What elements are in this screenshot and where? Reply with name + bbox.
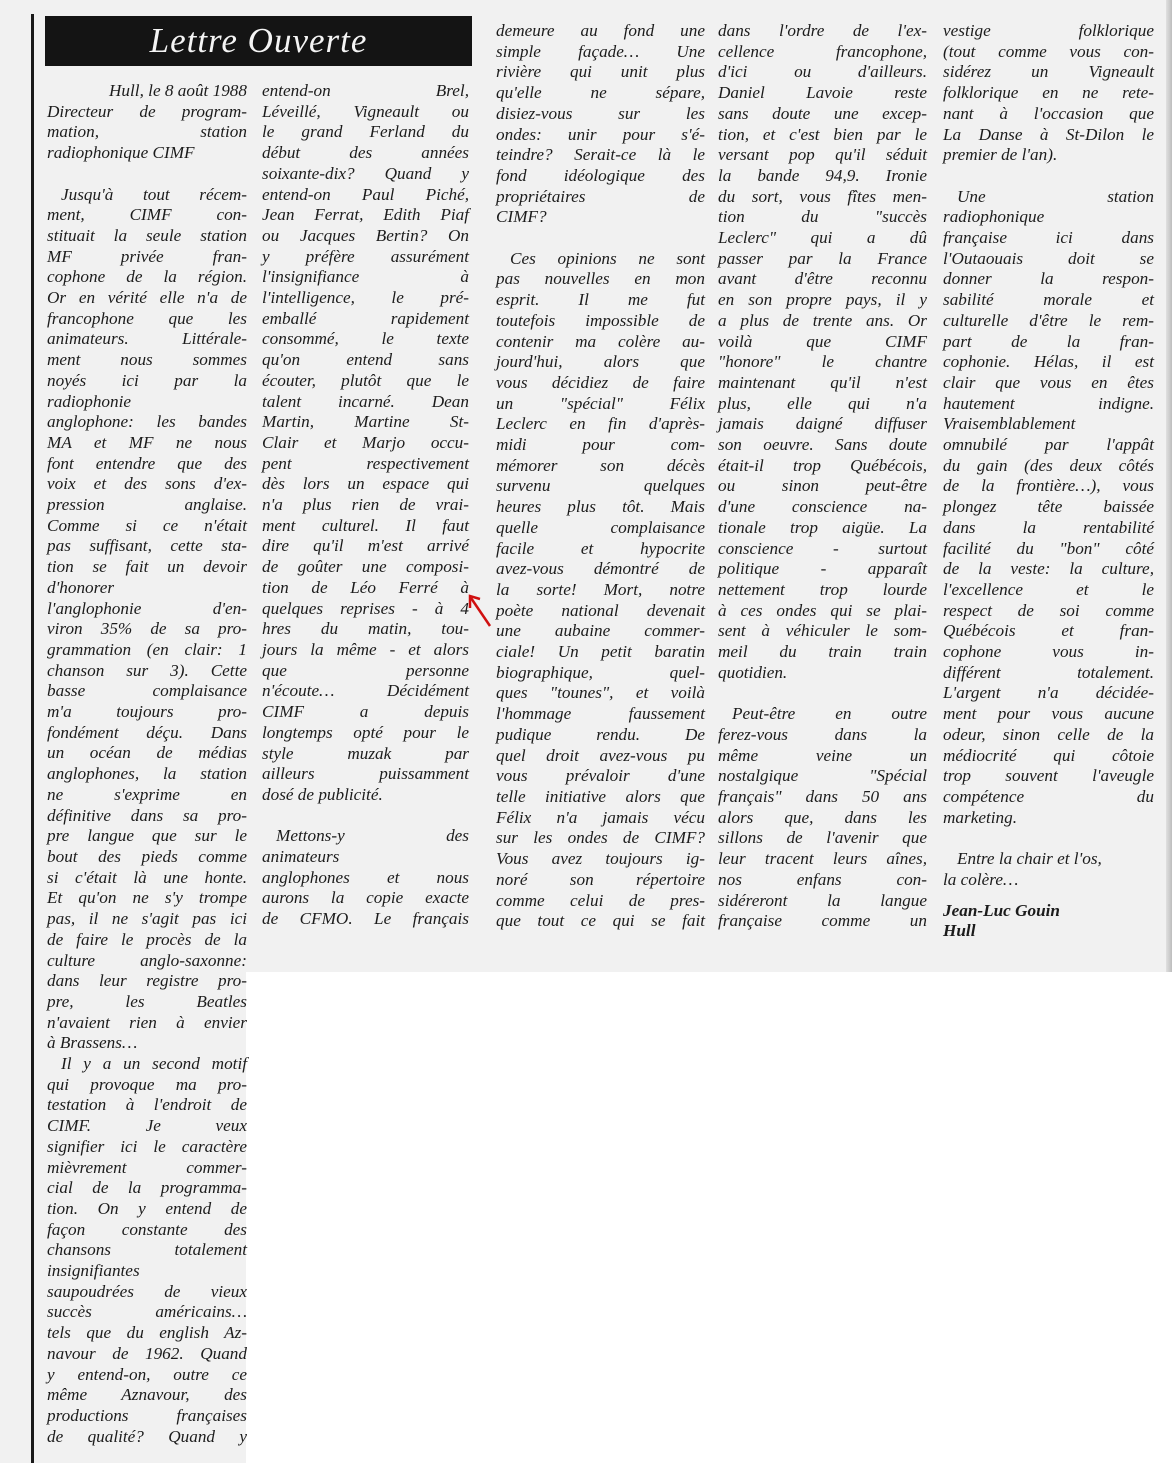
text-line: Vraisemblablement	[943, 414, 1076, 434]
text-line: la sorte! Mort, notre	[496, 579, 705, 599]
text-line: sillons de l'avenir que	[718, 828, 927, 848]
text-line: testation à l'endroit de	[47, 1095, 247, 1115]
text-line: demeure au fond une	[496, 21, 705, 40]
text-line: la bande 94,9. Ironie	[718, 165, 927, 185]
text-line: y préfère assurément	[262, 246, 469, 266]
text-line: un océan de médias	[47, 743, 247, 763]
text-line: Daniel Lavoie reste	[718, 83, 927, 103]
text-line: à ces ondes qui se plai-	[718, 600, 927, 620]
text-line: jourd'hui, alors que	[496, 352, 705, 372]
text-line: anglophones et nous	[262, 867, 469, 887]
text-line: de goûter une composi-	[262, 557, 469, 577]
text-line: si c'était là une honte.	[47, 867, 247, 887]
text-line: Et qu'on ne s'y trompe	[47, 888, 247, 908]
text-line: stituait la seule station	[47, 225, 247, 245]
text-line: maintenant qu'il n'est	[718, 372, 927, 392]
text-line: dès lors un espace qui	[262, 474, 469, 494]
text-line: francophone que les	[47, 308, 247, 328]
text-line: hautement indigne.	[943, 393, 1154, 413]
text-line: Léveillé, Vigneault ou	[262, 101, 469, 121]
text-line: pre langue que sur le	[47, 826, 247, 846]
text-line: Entre la chair et l'os,	[957, 849, 1102, 869]
text-line: voilà que CIMF	[718, 331, 927, 351]
text-line: comme celui de pres-	[496, 890, 705, 910]
text-line: navour de 1962. Quand	[47, 1343, 247, 1363]
text-line: Clair et Marjo occu-	[262, 432, 469, 452]
text-line: dans l'ordre de l'ex-	[718, 21, 927, 40]
article-title-banner	[45, 16, 472, 66]
text-line: noré son répertoire	[496, 869, 705, 889]
text-line: Leclerc" qui a dû	[718, 228, 927, 248]
text-line: productions françaises	[47, 1405, 247, 1425]
text-line: vestige folklorique	[943, 21, 1154, 40]
text-line: sabilité morale et	[943, 290, 1154, 310]
text-line: pudique rendu. De	[496, 724, 705, 744]
text-line: CIMF?	[496, 207, 547, 227]
text-line: du gain (des deux côtés	[943, 455, 1154, 475]
text-line: que tout ce qui se fait	[496, 911, 705, 931]
text-line: longtemps opté pour le	[262, 722, 469, 742]
text-line: midi pour com-	[496, 435, 705, 455]
text-line: sent à véhiculer le som-	[718, 621, 927, 641]
text-line: odeur, sinon celle de la	[943, 724, 1154, 744]
text-line: française comme un	[718, 911, 927, 931]
text-line: dans leur registre pro-	[47, 971, 247, 991]
text-line: avez-vous démontré de	[496, 559, 705, 579]
text-line: façon constante des	[47, 1219, 247, 1239]
text-line: donner la respon-	[943, 269, 1154, 289]
text-line: noyés ici par la	[47, 370, 247, 390]
text-line: sur les ondes de CIMF?	[496, 828, 705, 848]
text-line: l'Outaouais doit se	[943, 248, 1154, 268]
text-line: qu'on entend sans	[262, 350, 469, 370]
text-line: versant pop qu'il séduit	[718, 145, 927, 165]
text-line: simple façade… Une	[496, 41, 705, 61]
arrow-shaft	[471, 598, 490, 626]
text-line: sidéreront la langue	[718, 890, 927, 910]
text-line: radiophonie	[47, 391, 132, 411]
text-line: qu'elle ne sépare,	[496, 83, 705, 103]
text-line: sidérez un Vigneault	[943, 62, 1154, 82]
text-line: Québécois et fran-	[943, 621, 1154, 641]
text-line: bout des pieds comme	[47, 847, 247, 866]
text-line: part de la fran-	[943, 331, 1154, 351]
text-line: Or en vérité elle n'a de	[47, 288, 247, 308]
text-line: de la veste: la culture,	[943, 559, 1154, 579]
text-line: nos enfans con-	[718, 869, 927, 889]
text-line: CIMF. Je veux	[47, 1116, 247, 1136]
text-line: premier de l'an).	[943, 145, 1058, 165]
text-line: y entend-on, outre ce	[47, 1364, 247, 1384]
text-line: politique - apparaît	[718, 559, 927, 579]
text-line: l'anglophonie d'en-	[47, 598, 247, 618]
signature-name: Jean-Luc Gouin	[943, 900, 1060, 920]
text-line: nant à l'occasion que	[943, 103, 1154, 123]
text-line: culture anglo-saxonne:	[47, 950, 247, 970]
text-line: cophone vous in-	[943, 642, 1154, 662]
text-line: chansons totalement	[47, 1240, 247, 1260]
text-line: tion se fait un devoir	[47, 557, 247, 577]
text-line: médiocrité qui côtoie	[943, 745, 1154, 765]
signature-place: Hull	[943, 921, 976, 941]
text-line: ciale! Un petit baratin	[496, 642, 705, 662]
text-line: quelle complaisance	[496, 517, 705, 537]
column-3-paragraph-2	[496, 249, 705, 932]
text-line: français" dans 50 ans	[718, 787, 927, 806]
text-line: pent respectivement	[262, 453, 469, 473]
text-line: fondément déçu. Dans	[47, 722, 247, 742]
text-line: cial de la programma-	[47, 1178, 247, 1198]
text-line: m'a toujours pro-	[47, 702, 247, 722]
column-3-body	[496, 21, 705, 228]
text-line: propriétaires de	[496, 186, 705, 206]
text-line: mémorer son décès	[496, 455, 705, 475]
text-line: une aubaine commer-	[496, 621, 705, 641]
text-line: grammation (en clair: 1	[47, 639, 247, 659]
text-line: radiophonique	[943, 207, 1045, 227]
text-line: tionale trop aigüe. La	[718, 517, 927, 537]
text-line: conscience - surtout	[718, 538, 927, 558]
text-line: aurons la copie exacte	[262, 888, 469, 908]
text-line: trop souvent l'aveugle	[943, 766, 1154, 786]
article-column-1	[47, 81, 247, 1447]
text-line: (tout comme vous con-	[943, 41, 1154, 61]
text-line: CIMF a depuis	[262, 702, 469, 722]
text-line: ment culturel. Il faut	[262, 515, 469, 535]
text-line: "honore" le chantre	[718, 352, 927, 372]
text-line: alors que, dans les	[718, 807, 927, 827]
text-line: Jean Ferrat, Edith Piaf	[262, 205, 469, 225]
text-line: saupoudrées de vieux	[47, 1281, 247, 1301]
text-line: ou Jacques Bertin? On	[262, 225, 469, 245]
text-line: jamais daigné diffuser	[718, 414, 927, 434]
text-line: quel droit avez-vous pu	[496, 745, 705, 765]
text-line: ou sinon peut-être	[718, 476, 927, 496]
text-line: entend-on Brel,	[262, 81, 469, 100]
text-line: font entendre que des	[47, 453, 247, 473]
text-line: succès américains…	[47, 1302, 247, 1322]
text-line: l'excellence et le	[943, 579, 1154, 599]
text-line: différent totalement.	[943, 662, 1154, 682]
text-line: de faire le procès de la	[47, 929, 247, 949]
closing-line	[943, 849, 1154, 890]
text-line: passer par la France	[718, 248, 927, 268]
text-line: plongez tête baissée	[943, 497, 1154, 517]
text-line: ne s'exprime en	[47, 784, 247, 804]
text-line: heures plus tôt. Mais	[496, 497, 705, 517]
text-line: Martin, Martine St-	[262, 412, 469, 432]
text-line: l'insignifiance à	[262, 267, 469, 287]
text-line: tion du "succès	[718, 207, 927, 227]
text-line: signifier ici le caractère	[47, 1136, 247, 1156]
text-line: cophone de la région.	[47, 267, 247, 287]
text-line: son oeuvre. Sans doute	[718, 435, 927, 455]
article-column-5	[943, 21, 1154, 942]
text-line: d'ici ou d'ailleurs.	[718, 62, 927, 82]
text-line: dans la rentabilité	[943, 517, 1154, 537]
scan-edge-shadow	[1166, 0, 1172, 972]
text-line: culturelle d'être le rem-	[943, 310, 1154, 330]
text-line: insignifiantes	[47, 1261, 140, 1281]
text-line: basse complaisance	[47, 681, 247, 701]
text-line: sans doute une excep-	[718, 103, 927, 123]
text-line: de la frontière…), vous	[943, 476, 1154, 496]
text-line: d'une conscience na-	[718, 497, 927, 517]
column-4-paragraph-2	[718, 704, 927, 932]
text-line: Mettons-y des	[276, 826, 469, 846]
text-line: pas, il ne s'agit pas ici	[47, 909, 247, 929]
dateline: Hull, le 8 août 1988	[109, 81, 247, 100]
text-line: anglophone: les bandes	[47, 412, 247, 432]
text-line: dosé de publicité.	[262, 784, 383, 804]
text-line: toutefois impossible de	[496, 310, 705, 330]
article-title: Lettre Ouverte	[149, 21, 368, 60]
column-4-body	[718, 21, 927, 684]
text-line: survenu quelques	[496, 476, 705, 496]
text-line: anglophones, la station	[47, 764, 247, 784]
text-line: le grand Ferland du	[262, 122, 469, 142]
addressee-line: Directeur de program-	[47, 101, 247, 121]
text-line: contenir ma colère au-	[496, 331, 705, 351]
text-line: de qualité? Quand y	[47, 1426, 247, 1446]
text-line: disiez-vous sur les	[496, 103, 705, 123]
text-line: vous prévaloir d'une	[496, 766, 705, 786]
text-line: début des années	[262, 143, 469, 163]
text-line: jours la même - et alors	[262, 639, 469, 659]
text-line: cophonie. Hélas, il est	[943, 352, 1154, 372]
text-line: était-il trop Québécois,	[718, 455, 927, 475]
text-line: teindre? Serait-ce là le	[496, 145, 705, 165]
text-line: ques "tounes", et voilà	[496, 683, 705, 703]
text-line: l'intelligence, le pré-	[262, 288, 469, 308]
text-line: dire qu'il m'est arrivé	[262, 536, 469, 556]
text-line: mièvrement commer-	[47, 1157, 247, 1177]
text-line: poète national devenait	[496, 600, 705, 620]
article-column-3	[496, 21, 705, 932]
text-line: fond idéologique des	[496, 165, 705, 185]
text-line: ailleurs puissamment	[262, 764, 469, 784]
text-line: ment nous sommes	[47, 350, 247, 370]
annotation-arrow-icon	[466, 592, 492, 628]
text-line: Ces opinions ne sont	[510, 248, 705, 268]
text-line: clair que vous en êtes	[943, 372, 1154, 392]
text-line: biographique, quel-	[496, 662, 705, 682]
text-line: écouter, plutôt que le	[262, 370, 469, 390]
text-line: respect de soi comme	[943, 600, 1154, 620]
left-column-rule	[31, 14, 34, 1463]
text-line: leur tracent leurs aînes,	[718, 849, 927, 869]
text-line: pas suffisant, cette sta-	[47, 536, 247, 556]
text-line: a plus de trente ans. Or	[718, 310, 927, 330]
text-line: Peut-être en outre	[732, 704, 927, 724]
text-line: folklorique en ne rete-	[943, 83, 1154, 103]
text-line: n'a plus rien de vrai-	[262, 495, 469, 515]
addressee-line: mation, station	[47, 122, 247, 142]
column-5-paragraph-2	[943, 187, 1154, 829]
text-line: même Aznavour, des	[47, 1385, 247, 1405]
text-line: Une station	[957, 186, 1154, 206]
text-line: l'hommage faussement	[496, 704, 705, 724]
text-line: un "spécial" Félix	[496, 393, 705, 413]
column-5-body	[943, 21, 1154, 166]
column-2-paragraph-2	[262, 826, 469, 930]
column-2-body	[262, 81, 469, 806]
text-line: qui provoque ma pro-	[47, 1074, 247, 1094]
text-line: ondes: unir pour s'é-	[496, 124, 705, 144]
text-line: Jusqu'à tout récem-	[61, 184, 247, 204]
text-line: Leclerc en fin d'après-	[496, 414, 705, 434]
text-line: L'argent n'a décidée-	[943, 683, 1154, 703]
text-line: tels que du english Az-	[47, 1323, 247, 1343]
text-line: ferez-vous dans la	[718, 724, 927, 744]
text-line: telle initiative alors que	[496, 787, 705, 806]
text-line: hres du matin, tou-	[262, 619, 469, 639]
text-line: d'honorer	[47, 577, 115, 597]
text-line: avant d'être reconnu	[718, 269, 927, 289]
text-line: talent incarné. Dean	[262, 391, 469, 411]
text-line: esprit. Il me fut	[496, 290, 705, 310]
text-line: omnubilé par l'appât	[943, 435, 1154, 455]
text-line: tion de Léo Ferré à	[262, 577, 469, 597]
text-line: compétence du	[943, 787, 1154, 806]
text-line: meil du train train	[718, 642, 927, 662]
text-line: viron 35% de sa pro-	[47, 619, 247, 639]
text-line: La Danse à St-Dilon le	[943, 124, 1154, 144]
text-line: nostalgique "Spécial	[718, 766, 927, 786]
article-column-4	[718, 21, 927, 932]
text-line: voix et des sons d'ex-	[47, 474, 247, 494]
text-line: quotidien.	[718, 662, 788, 682]
text-line: style muzak par	[262, 743, 469, 763]
text-line: ment pour vous aucune	[943, 704, 1154, 724]
text-line: à Brassens…	[47, 1033, 138, 1053]
text-line: consommé, le texte	[262, 329, 469, 349]
text-line: facile et hypocrite	[496, 538, 705, 558]
column-1-body	[47, 185, 247, 1448]
text-line: emballé rapidement	[262, 308, 469, 328]
text-line: tion. On y entend de	[47, 1198, 247, 1218]
text-line: MF privée fran-	[47, 246, 247, 266]
text-line: entend-on Paul Piché,	[262, 184, 469, 204]
text-line: animateurs	[262, 847, 340, 866]
text-line: ment, CIMF con-	[47, 205, 247, 225]
text-line: n'écoute… Décidément	[262, 681, 469, 701]
text-line: tion, et c'est bien par le	[718, 124, 927, 144]
text-line: soixante-dix? Quand y	[262, 163, 469, 183]
text-line: MA et MF ne nous	[47, 432, 247, 452]
text-line: même veine un	[718, 745, 927, 765]
text-line: marketing.	[943, 807, 1017, 827]
addressee-line: radiophonique CIMF	[47, 143, 195, 163]
text-line: du sort, vous fîtes men-	[718, 186, 927, 206]
text-line: chanson sur 3). Cette	[47, 660, 247, 680]
text-line: Vous avez toujours ig-	[496, 849, 705, 869]
text-line: n'avaient rien à envier	[47, 1012, 247, 1032]
text-line: vous décidiez de faire	[496, 372, 705, 392]
article-column-2	[262, 81, 469, 930]
text-line: de CFMO. Le français	[262, 909, 469, 929]
text-line: pression anglaise.	[47, 495, 247, 515]
text-line: Comme si ce n'était	[47, 515, 247, 535]
text-line: plus, elle qui n'a	[718, 393, 927, 413]
text-line: facilité du "bon" côté	[943, 538, 1154, 558]
text-line: Félix n'a jamais vécu	[496, 807, 705, 827]
text-line: cellence francophone,	[718, 41, 927, 61]
text-line: pre, les Beatles	[47, 991, 247, 1011]
text-line: quelques reprises - à 4	[262, 598, 469, 618]
text-line: animateurs. Littérale-	[47, 329, 247, 349]
text-line: pas nouvelles en mon	[496, 269, 705, 289]
text-line: en son propre pays, il y	[718, 290, 927, 310]
text-line: française ici dans	[943, 228, 1154, 248]
text-line: rivière qui unit plus	[496, 62, 705, 82]
text-line: Il y a un second motif	[61, 1054, 247, 1074]
text-line: la colère…	[943, 869, 1019, 889]
text-line: nettement trop lourde	[718, 579, 927, 599]
text-line: définitive dans sa pro-	[47, 805, 247, 825]
text-line: que personne	[262, 660, 469, 680]
